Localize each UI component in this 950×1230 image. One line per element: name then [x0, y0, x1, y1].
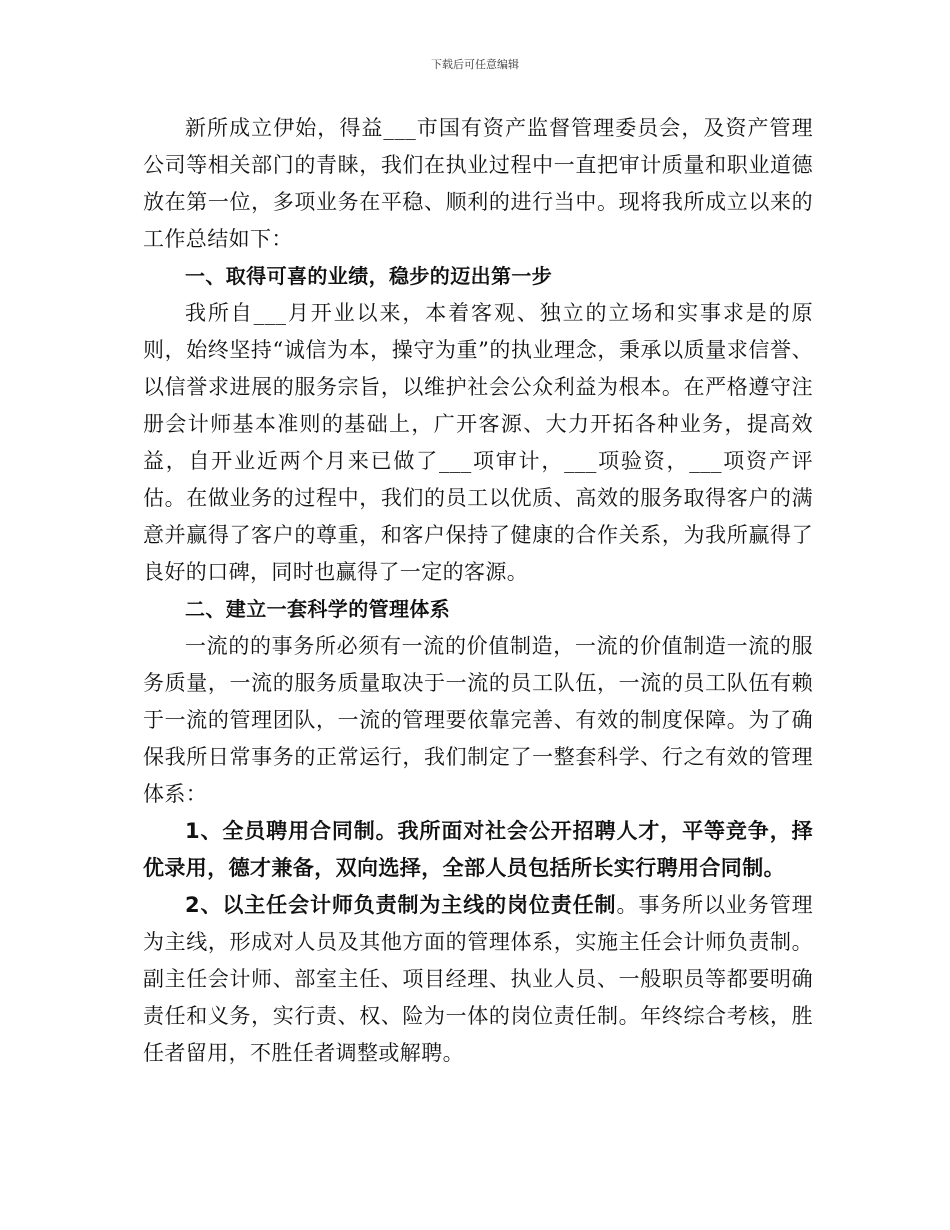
- section-2-paragraph: 一流的的事务所必须有一流的价值制造，一流的价值制造一流的服务质量，一流的服务质量取决于一流的员工队伍，一流的员工队伍有赖于一流的管理团队，一流的管理要依靠完善、有效的制度保障。为了确保我所日常事务的正常运行，我们制定了一整套科学、行之有效的管理体系：: [143, 634, 813, 806]
- section-heading-2: 二、建立一套科学的管理体系: [185, 597, 451, 621]
- list-item-2: [143, 887, 813, 1072]
- page-header: 下载后可任意编辑: [431, 58, 519, 71]
- document-body: [143, 110, 813, 1072]
- list-item-2-title: 2、以主任会计师负责制为主线的岗位责任制: [185, 893, 617, 917]
- list-item-2-body: 。事务所以业务管理为主线，形成对人员及其他方面的管理体系，实施主任会计师负责制。副主任会计师、部室主任、项目经理、执业人员、一般职员等都要明确责任和义务，实行责、权、险为一体的岗位责任制。年终综合考核，胜任者留用，不胜任者调整或解聘。: [143, 893, 813, 1065]
- section-heading-1: 一、取得可喜的业绩，稳步的迈出第一步: [185, 264, 553, 288]
- list-item-1: 1、全员聘用合同制。我所面对社会公开招聘人才，平等竞争，择优录用，德才兼备，双向选择，全部人员包括所长实行聘用合同制。: [143, 819, 813, 880]
- intro-paragraph: 新所成立伊始，得益___市国有资产监督管理委员会，及资产管理公司等相关部门的青睐，我们在执业过程中一直把审计质量和职业道德放在第一位，多项业务在平稳、顺利的进行当中。现将我所成立以来的工作总结如下：: [143, 116, 813, 251]
- section-1-paragraph: 我所自___月开业以来，本着客观、独立的立场和实事求是的原则，始终坚持“诚信为本，操守为重”的执业理念，秉承以质量求信誉、以信誉求进展的服务宗旨，以维护社会公众利益为根本。在严格遵守注册会计师基本准则的基础上，广开客源、大力开拓各种业务，提高效益，自开业近两个月来已做了___项审计，___项验资，___项资产评估。在做业务的过程中，我们的员工以优质、高效的服务取得客户的满意并赢得了客户的尊重，和客户保持了健康的合作关系，为我所赢得了良好的口碑，同时也赢得了一定的客源。: [143, 301, 813, 584]
